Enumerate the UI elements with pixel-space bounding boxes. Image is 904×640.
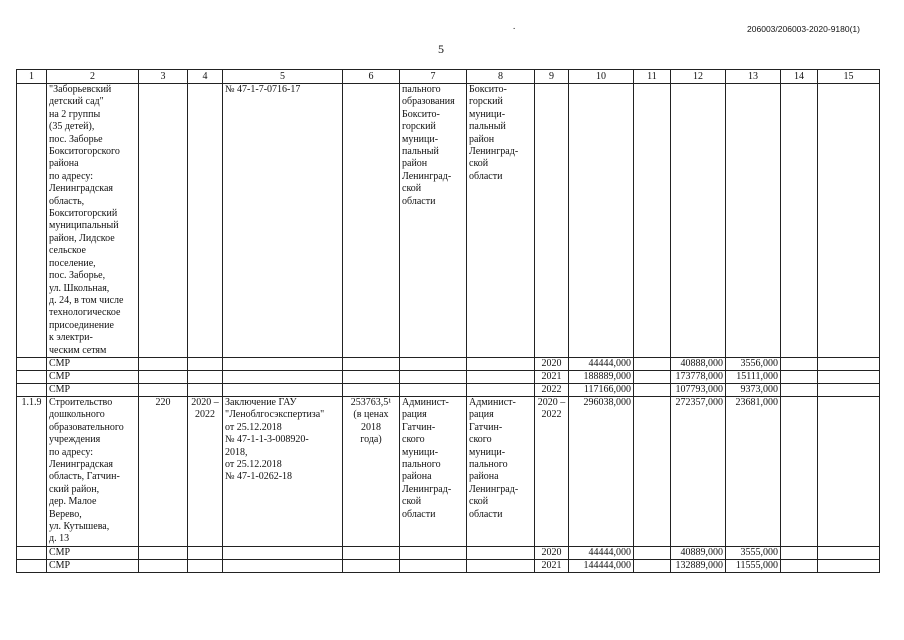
table-cell bbox=[343, 559, 400, 572]
table-cell: 117166,000 bbox=[569, 383, 634, 396]
table-cell bbox=[726, 84, 781, 358]
table-cell: 296038,000 bbox=[569, 396, 634, 546]
table-cell: 2021 bbox=[535, 559, 569, 572]
table-cell: 15111,000 bbox=[726, 370, 781, 383]
table-cell bbox=[223, 383, 343, 396]
table-cell: СМР bbox=[47, 383, 139, 396]
table-cell: 132889,000 bbox=[671, 559, 726, 572]
table-cell bbox=[781, 383, 818, 396]
table-cell: 173778,000 bbox=[671, 370, 726, 383]
table-cell bbox=[223, 546, 343, 559]
table-cell: СМР bbox=[47, 559, 139, 572]
table-cell: Бокситo- горский муници- пальный район Ленинград- ской области bbox=[467, 84, 535, 358]
table-cell: 144444,000 bbox=[569, 559, 634, 572]
column-header: 14 bbox=[781, 70, 818, 84]
table-cell bbox=[634, 546, 671, 559]
table-cell: 1.1.9 bbox=[17, 396, 47, 546]
scan-speck: . bbox=[513, 21, 516, 31]
table-cell bbox=[139, 383, 188, 396]
table-cell: СМР bbox=[47, 370, 139, 383]
table-cell: "Заборьевский детский сад" на 2 группы (35 детей), пос. Заборье Бокситогорского района по адресу: Ленинградская область, Бокситогорский муниципальный район, Лидское сельское поселение, пос. Заборье, ул. Школьная, д. 24, в том числе технологическое присоединение к электри- ческим сетям bbox=[47, 84, 139, 358]
table-cell bbox=[343, 84, 400, 358]
table-cell bbox=[139, 546, 188, 559]
table-cell bbox=[139, 357, 188, 370]
table-cell: 220 bbox=[139, 396, 188, 546]
table-cell bbox=[818, 559, 880, 572]
table-cell bbox=[188, 370, 223, 383]
column-header: 4 bbox=[188, 70, 223, 84]
table-cell bbox=[671, 84, 726, 358]
table-cell: Строительство дошкольного образовательного учреждения по адресу: Ленинградская область, Гатчин- ский район, дер. Малое Верево, ул. Кутышева, д. 13 bbox=[47, 396, 139, 546]
table-row bbox=[17, 357, 880, 370]
column-header: 3 bbox=[139, 70, 188, 84]
table-body bbox=[17, 70, 880, 573]
column-header: 2 bbox=[47, 70, 139, 84]
table-cell: Админист- рация Гатчин- ского муници- пального района Ленинград- ской области bbox=[467, 396, 535, 546]
table-cell bbox=[818, 370, 880, 383]
table-cell bbox=[569, 84, 634, 358]
column-header: 11 bbox=[634, 70, 671, 84]
table-cell bbox=[634, 383, 671, 396]
table-cell bbox=[400, 546, 467, 559]
table-cell bbox=[400, 357, 467, 370]
table-cell: 107793,000 bbox=[671, 383, 726, 396]
table-cell bbox=[400, 559, 467, 572]
table-cell bbox=[781, 396, 818, 546]
table-cell: 188889,000 bbox=[569, 370, 634, 383]
table-cell: 9373,000 bbox=[726, 383, 781, 396]
table-cell: 23681,000 bbox=[726, 396, 781, 546]
table-cell bbox=[634, 370, 671, 383]
table-cell bbox=[17, 370, 47, 383]
table-cell bbox=[17, 357, 47, 370]
table-cell bbox=[781, 357, 818, 370]
table-row bbox=[17, 559, 880, 572]
table-row bbox=[17, 370, 880, 383]
table-cell bbox=[467, 357, 535, 370]
table-cell bbox=[139, 370, 188, 383]
table-cell bbox=[818, 546, 880, 559]
table-cell bbox=[223, 357, 343, 370]
table-cell: 2020 – 2022 bbox=[188, 396, 223, 546]
table-cell: 253763,5¹ (в ценах 2018 года) bbox=[343, 396, 400, 546]
table-cell: 40888,000 bbox=[671, 357, 726, 370]
column-number-header-row bbox=[17, 70, 880, 84]
table-cell bbox=[781, 370, 818, 383]
table-cell: № 47-1-7-0716-17 bbox=[223, 84, 343, 358]
table-cell: Админист- рация Гатчин- ского муници- пального района Ленинград- ской области bbox=[400, 396, 467, 546]
table-row bbox=[17, 383, 880, 396]
table-cell bbox=[223, 559, 343, 572]
table-cell: 44444,000 bbox=[569, 357, 634, 370]
data-table bbox=[16, 69, 880, 573]
table-cell bbox=[343, 370, 400, 383]
table-cell bbox=[188, 546, 223, 559]
table-cell: 2022 bbox=[535, 383, 569, 396]
table-cell: 2020 – 2022 bbox=[535, 396, 569, 546]
page-number: 5 bbox=[438, 42, 444, 56]
column-header: 7 bbox=[400, 70, 467, 84]
table-cell: Заключение ГАУ "Леноблгосэкспертиза" от 25.12.2018 № 47-1-1-3-008920- 2018, от 25.12.2018 № 47-1-0262-18 bbox=[223, 396, 343, 546]
table-cell bbox=[139, 559, 188, 572]
table-cell bbox=[17, 546, 47, 559]
table-cell bbox=[818, 396, 880, 546]
table-cell: 40889,000 bbox=[671, 546, 726, 559]
table-cell: 3556,000 bbox=[726, 357, 781, 370]
table-cell: 44444,000 bbox=[569, 546, 634, 559]
table-cell bbox=[223, 370, 343, 383]
table-cell bbox=[535, 84, 569, 358]
table-cell bbox=[400, 370, 467, 383]
document-id: 206003/206003-2020-9180(1) bbox=[747, 24, 860, 34]
table-cell bbox=[343, 357, 400, 370]
column-header: 8 bbox=[467, 70, 535, 84]
table-cell bbox=[400, 383, 467, 396]
table-cell bbox=[818, 84, 880, 358]
column-header: 6 bbox=[343, 70, 400, 84]
table-row bbox=[17, 396, 880, 546]
table-cell bbox=[343, 383, 400, 396]
table-cell bbox=[139, 84, 188, 358]
column-header: 13 bbox=[726, 70, 781, 84]
column-header: 9 bbox=[535, 70, 569, 84]
table-cell bbox=[188, 84, 223, 358]
table-cell bbox=[634, 396, 671, 546]
table-cell bbox=[343, 546, 400, 559]
table-cell: пального образования Бокситo- горский муници- пальный район Ленинград- ской области bbox=[400, 84, 467, 358]
table-cell bbox=[188, 357, 223, 370]
table-cell bbox=[781, 559, 818, 572]
column-header: 10 bbox=[569, 70, 634, 84]
table-cell bbox=[781, 84, 818, 358]
table-cell bbox=[17, 84, 47, 358]
column-header: 1 bbox=[17, 70, 47, 84]
table-row bbox=[17, 546, 880, 559]
table-cell bbox=[818, 383, 880, 396]
table-cell bbox=[781, 546, 818, 559]
table-cell: СМР bbox=[47, 546, 139, 559]
table-cell bbox=[467, 370, 535, 383]
table-cell bbox=[467, 383, 535, 396]
table-cell: 3555,000 bbox=[726, 546, 781, 559]
table-cell bbox=[634, 357, 671, 370]
table-cell: СМР bbox=[47, 357, 139, 370]
table-cell bbox=[467, 546, 535, 559]
table-cell bbox=[634, 559, 671, 572]
table-cell bbox=[17, 383, 47, 396]
column-header: 5 bbox=[223, 70, 343, 84]
table-cell bbox=[17, 559, 47, 572]
table-cell bbox=[634, 84, 671, 358]
table-cell: 11555,000 bbox=[726, 559, 781, 572]
table-cell: 2020 bbox=[535, 357, 569, 370]
table-cell bbox=[188, 559, 223, 572]
table-row bbox=[17, 84, 880, 358]
table-cell bbox=[818, 357, 880, 370]
column-header: 15 bbox=[818, 70, 880, 84]
table-cell bbox=[467, 559, 535, 572]
table-cell bbox=[188, 383, 223, 396]
table-cell: 272357,000 bbox=[671, 396, 726, 546]
column-header: 12 bbox=[671, 70, 726, 84]
table-cell: 2020 bbox=[535, 546, 569, 559]
table-cell: 2021 bbox=[535, 370, 569, 383]
